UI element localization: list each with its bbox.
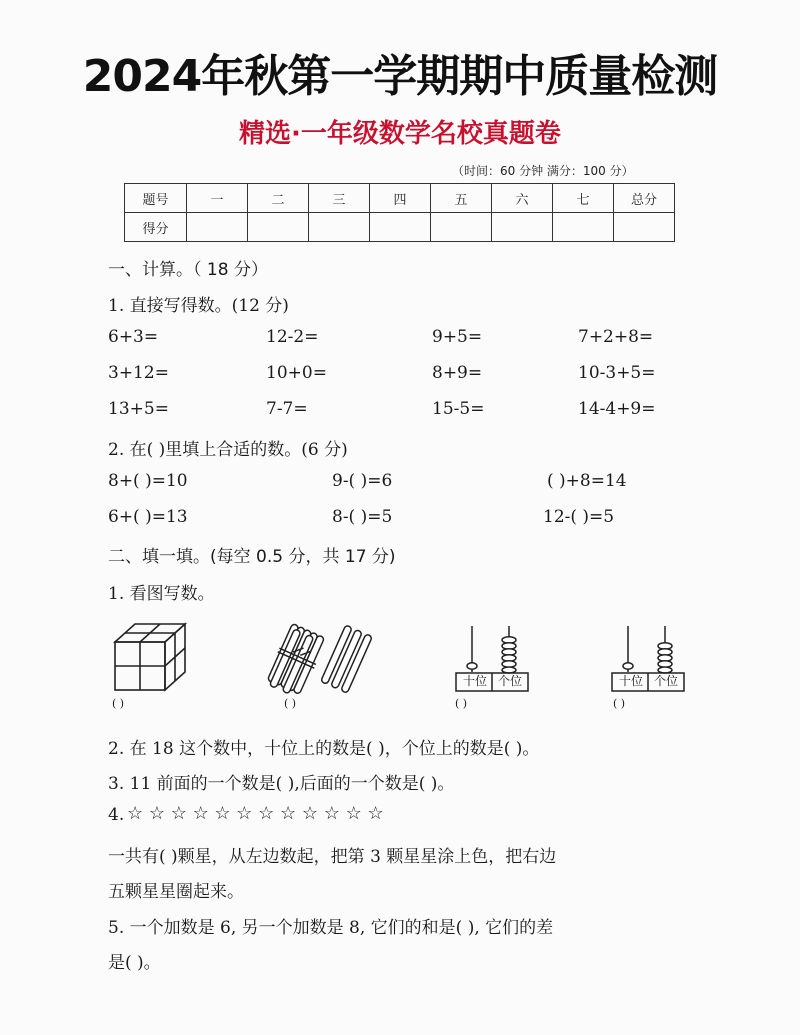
answer-blank[interactable]: ( ) [455, 697, 468, 710]
calc-item: 9+5= [432, 327, 483, 347]
score-table-cell: 五 [431, 184, 492, 213]
page-title: 2024年秋第一学期期中质量检测 [82, 51, 718, 102]
section1-title: 一、计算。（ 18 分） [108, 260, 268, 280]
calc-item: 6+3= [108, 327, 159, 347]
calc-item: 3+12= [108, 363, 169, 383]
page-subtitle: 精选·一年级数学名校真题卷 [239, 119, 561, 149]
calc-item: 12-2= [266, 327, 319, 347]
exam-meta: （时间：60 分钟 满分：100 分） [452, 164, 634, 178]
score-input-cell[interactable] [431, 213, 492, 242]
score-table-header-row [125, 184, 675, 213]
q1-title: 1. 直接写得数。(12 分) [108, 296, 289, 316]
calc-item: 14-4+9= [578, 399, 656, 419]
s2-q3: 3. 11 前面的一个数是( ),后面的一个数是( )。 [108, 774, 455, 794]
calc-item: 15-5= [432, 399, 485, 419]
score-table [124, 183, 675, 242]
score-input-cell[interactable] [614, 213, 675, 242]
score-input-cell[interactable] [370, 213, 431, 242]
fill-item: ( )+8=14 [547, 471, 627, 491]
fill-item: 6+( )=13 [108, 507, 188, 527]
score-input-cell[interactable] [309, 213, 370, 242]
calc-item: 7+2+8= [578, 327, 654, 347]
score-table-cell: 一 [187, 184, 248, 213]
calc-item: 8+9= [432, 363, 483, 383]
star-icon-row: ☆ ☆ ☆ ☆ ☆ ☆ ☆ ☆ ☆ ☆ ☆ ☆ [127, 803, 384, 824]
answer-blank[interactable]: ( ) [284, 697, 297, 710]
score-input-cell[interactable] [553, 213, 614, 242]
answer-blank[interactable]: ( ) [613, 697, 626, 710]
score-table-cell: 六 [492, 184, 553, 213]
s2-q5-line2: 是( )。 [108, 953, 161, 973]
tens-label: 十位 [618, 674, 643, 688]
s2-q1-title: 1. 看图写数。 [108, 584, 215, 604]
answer-blank[interactable]: ( ) [112, 697, 125, 710]
section2-title: 二、填一填。(每空 0.5 分，共 17 分) [108, 547, 396, 567]
score-input-cell[interactable] [248, 213, 309, 242]
ones-label: 个位 [653, 674, 678, 688]
score-table-cell: 题号 [125, 184, 187, 213]
score-table-cell: 二 [248, 184, 309, 213]
s2-q5-line1: 5. 一个加数是 6, 另一个加数是 8, 它们的和是( ), 它们的差 [108, 918, 554, 938]
score-table-cell: 四 [370, 184, 431, 213]
s2-q4-line2: 五颗星星圈起来。 [108, 882, 244, 902]
calc-item: 7-7= [266, 399, 308, 419]
q2-title: 2. 在( )里填上合适的数。(6 分) [108, 440, 348, 460]
calc-item: 10-3+5= [578, 363, 656, 383]
s2-q4-line1: 一共有( )颗星，从左边数起，把第 3 颗星星涂上色，把右边 [108, 847, 557, 867]
cube-image [113, 620, 189, 692]
fill-item: 12-( )=5 [543, 507, 615, 527]
s2-q2: 2. 在 18 这个数中，十位上的数是( )，个位上的数是( )。 [108, 739, 540, 759]
s2-q4-number: 4. [108, 805, 125, 825]
fill-item: 9-( )=6 [332, 471, 393, 491]
score-table-cell: 三 [309, 184, 370, 213]
score-input-cell[interactable] [492, 213, 553, 242]
calc-item: 10+0= [266, 363, 327, 383]
score-input-cell[interactable] [187, 213, 248, 242]
score-table-cell: 总分 [614, 184, 675, 213]
fill-item: 8-( )=5 [332, 507, 393, 527]
ones-label: 个位 [497, 674, 522, 688]
score-table-cell: 得分 [125, 213, 187, 242]
tens-label: 十位 [462, 674, 487, 688]
fill-item: 8+( )=10 [108, 471, 188, 491]
score-table-score-row [125, 213, 675, 242]
sticks-image [266, 626, 378, 696]
score-table-cell: 七 [553, 184, 614, 213]
calc-item: 13+5= [108, 399, 169, 419]
